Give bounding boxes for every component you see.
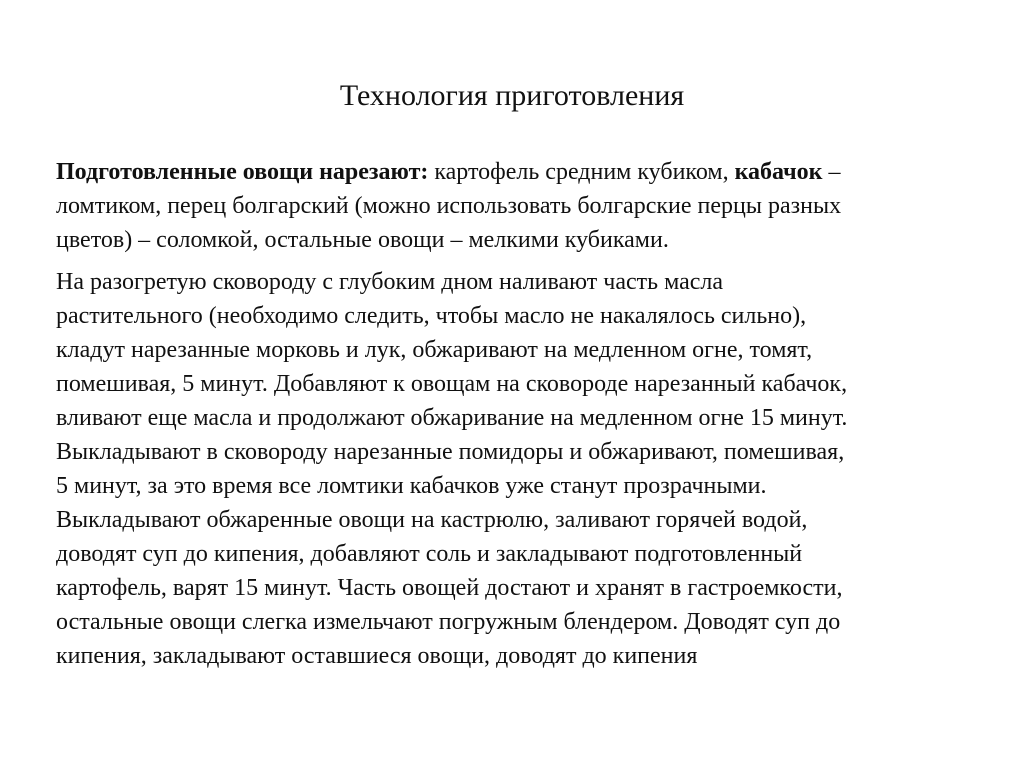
slide-title: Технология приготовления bbox=[339, 79, 685, 112]
text-line: цветов) – соломкой, остальные овощи – мелкими кубиками. bbox=[56, 227, 669, 253]
text-line: кипения, закладывают оставшиеся овощи, доводят до кипения bbox=[56, 643, 698, 669]
bold-lead-phrase: Подготовленные овощи нарезают: bbox=[56, 159, 429, 185]
bold-term-zucchini: кабачок bbox=[734, 159, 823, 185]
text-line: Выкладывают обжаренные овощи на кастрюлю, заливают горячей водой, bbox=[56, 507, 808, 533]
slide-body bbox=[56, 155, 956, 673]
text-line: помешивая, 5 минут. Добавляют к овощам на сковороде нарезанный кабачок, bbox=[56, 371, 848, 397]
text-line: Выкладывают в сковороду нарезанные помидоры и обжаривают, помешивая, bbox=[56, 439, 845, 465]
text-line: вливают еще масла и продолжают обжаривание на медленном огне 15 минут. bbox=[56, 405, 848, 431]
text-segment: картофель средним кубиком, bbox=[428, 159, 735, 185]
paragraph-cooking-steps bbox=[56, 265, 956, 673]
text-line: картофель, варят 15 минут. Часть овощей достают и хранят в гастроемкости, bbox=[56, 575, 843, 601]
text-line bbox=[56, 155, 956, 189]
text-line: ломтиком, перец болгарский (можно использовать болгарские перцы разных bbox=[56, 193, 842, 219]
text-line: остальные овощи слегка измельчают погружным блендером. Доводят суп до bbox=[56, 609, 841, 635]
paragraph-vegetable-cutting bbox=[56, 155, 956, 257]
text-line: кладут нарезанные морковь и лук, обжаривают на медленном огне, томят, bbox=[56, 337, 813, 363]
text-line: доводят суп до кипения, добавляют соль и закладывают подготовленный bbox=[56, 541, 803, 567]
text-line: На разогретую сковороду с глубоким дном наливают часть масла bbox=[56, 269, 724, 295]
text-line: 5 минут, за это время все ломтики кабачков уже станут прозрачными. bbox=[56, 473, 767, 499]
text-line: растительного (необходимо следить, чтобы масло не накалялось сильно), bbox=[56, 303, 807, 329]
text-segment: – bbox=[822, 159, 841, 185]
